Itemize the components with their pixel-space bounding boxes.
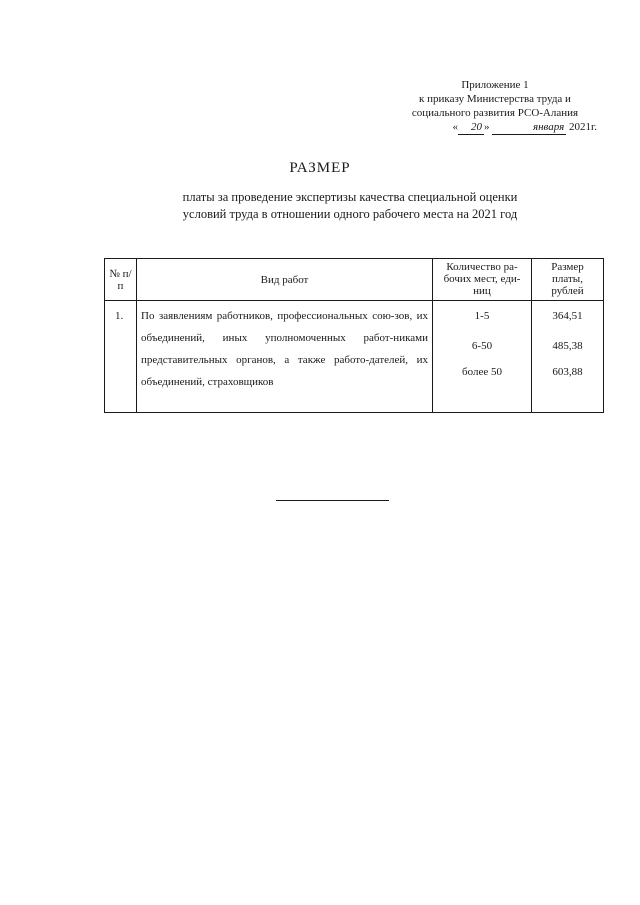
header-num: № п/п bbox=[105, 259, 137, 301]
header-work-type: Вид работ bbox=[137, 259, 433, 301]
subtitle-line-1: платы за проведение экспертизы качества специальной оценки bbox=[182, 190, 518, 204]
quantity-range-3: более 50 bbox=[462, 366, 502, 378]
row-fees bbox=[532, 301, 604, 413]
document-title: РАЗМЕР bbox=[289, 160, 351, 176]
date-close-quote: » bbox=[483, 121, 490, 133]
header-quantity: Количество ра-бочих мест, еди-ниц bbox=[433, 259, 532, 301]
row-work-type: По заявлениям работников, профессиональных сою-зов, их объединений, иных уполномоченных работ-никами представительных органов, а также работо-дателей, их объединений, страховщиков bbox=[137, 301, 433, 413]
annex-header bbox=[385, 78, 605, 135]
row-num: 1. bbox=[105, 301, 137, 413]
header-fee: Размер платы, рублей bbox=[532, 259, 604, 301]
document-subtitle bbox=[150, 189, 550, 223]
fee-value-3: 603,88 bbox=[552, 366, 583, 378]
date-day: 20 bbox=[458, 120, 484, 135]
annex-date bbox=[385, 120, 605, 135]
closing-line bbox=[276, 500, 389, 501]
date-open-quote: « bbox=[452, 121, 458, 133]
fees-table bbox=[104, 258, 604, 413]
table-header-row bbox=[105, 259, 604, 301]
fee-value-2: 485,38 bbox=[552, 340, 583, 352]
date-month: января bbox=[492, 120, 566, 135]
table-row bbox=[105, 301, 604, 413]
date-year: 2021г. bbox=[568, 121, 597, 133]
quantity-range-2: 6-50 bbox=[471, 340, 493, 352]
annex-title: Приложение 1 bbox=[461, 79, 529, 91]
annex-order-line: к приказу Министерства труда и bbox=[419, 93, 571, 105]
subtitle-line-2: условий труда в отношении одного рабочего места на 2021 год bbox=[182, 207, 518, 221]
annex-ministry-line: социального развития РСО-Алания bbox=[411, 107, 579, 119]
quantity-range-1: 1-5 bbox=[474, 310, 490, 322]
fee-value-1: 364,51 bbox=[552, 310, 583, 322]
row-quantities bbox=[433, 301, 532, 413]
